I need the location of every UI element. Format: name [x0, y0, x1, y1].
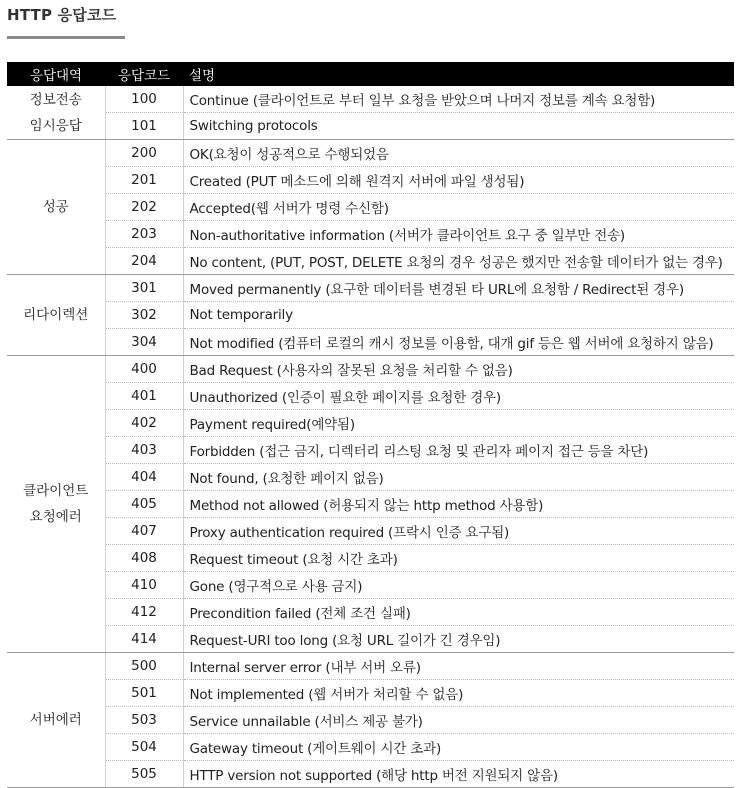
table-row	[7, 167, 734, 194]
status-code-cell: 410	[105, 572, 183, 599]
description-cell: Created (PUT 메소드에 의해 원격지 서버에 파일 생성됨)	[183, 167, 734, 194]
table-row	[7, 707, 734, 734]
table-row	[7, 761, 734, 788]
table-row	[7, 653, 734, 680]
http-status-table	[7, 62, 734, 788]
table-row	[7, 491, 734, 518]
status-code-cell: 400	[105, 356, 183, 383]
status-code-cell: 100	[105, 86, 183, 113]
description-cell: Moved permanently (요구한 데이터를 변경된 타 URL에 요청함 / Redirect된 경우)	[183, 275, 734, 302]
status-code-cell: 412	[105, 599, 183, 626]
table-row	[7, 329, 734, 356]
table-row	[7, 194, 734, 221]
description-cell: Request timeout (요청 시간 초과)	[183, 545, 734, 572]
status-code-cell: 407	[105, 518, 183, 545]
range-label: 정보전송	[29, 91, 82, 108]
description-cell: Request-URI too long (요청 URL 길이가 긴 경우임)	[183, 626, 734, 653]
status-code-cell: 302	[105, 302, 183, 329]
description-cell: Precondition failed (전체 조건 실패)	[183, 599, 734, 626]
table-row	[7, 545, 734, 572]
description-cell: Forbidden (접근 금지, 디렉터리 리스팅 요청 및 관리자 페이지 접근 등을 차단)	[183, 437, 734, 464]
status-code-cell: 403	[105, 437, 183, 464]
status-code-cell: 408	[105, 545, 183, 572]
status-code-cell: 401	[105, 383, 183, 410]
table-body	[7, 86, 734, 788]
status-code-cell: 505	[105, 761, 183, 788]
table-row	[7, 248, 734, 275]
status-code-cell: 301	[105, 275, 183, 302]
description-cell: Internal server error (내부 서버 오류)	[183, 653, 734, 680]
status-code-cell: 200	[105, 140, 183, 167]
table-row	[7, 626, 734, 653]
description-cell: Continue (클라이언트로 부터 일부 요청을 받았으며 나머지 정보를 계속 요청함)	[183, 86, 734, 113]
range-label: 요청에러	[29, 509, 82, 525]
description-cell: Switching protocols	[183, 113, 734, 140]
description-cell: HTTP version not supported (해당 http 버전 지원되지 않음)	[183, 761, 734, 788]
description-cell: Payment required(예약됨)	[183, 410, 734, 437]
table-row	[7, 572, 734, 599]
table-row	[7, 113, 734, 140]
description-cell: Service unnailable (서비스 제공 불가)	[183, 707, 734, 734]
description-cell: Accepted(웹 서버가 명령 수신함)	[183, 194, 734, 221]
table-row	[7, 599, 734, 626]
table-row	[7, 464, 734, 491]
header-range: 응답대역	[7, 62, 105, 86]
description-cell: Non-authoritative information (서버가 클라이언트 요구 중 일부만 전송)	[183, 221, 734, 248]
description-cell: Not modified (컴퓨터 로컬의 캐시 정보를 이용함, 대개 gif 등은 웹 서버에 요청하지 않음)	[183, 329, 734, 356]
table-row	[7, 410, 734, 437]
range-label: 서버에러	[29, 712, 82, 728]
header-description: 설명	[183, 62, 734, 86]
range-label: 리다이렉션	[23, 307, 89, 323]
status-code-cell: 404	[105, 464, 183, 491]
table-row	[7, 518, 734, 545]
description-cell: Not temporarily	[183, 302, 734, 329]
description-cell: Gateway timeout (게이트웨이 시간 초과)	[183, 734, 734, 761]
table-row	[7, 383, 734, 410]
status-code-cell: 414	[105, 626, 183, 653]
table-row	[7, 140, 734, 167]
table-row	[7, 275, 734, 302]
table-row	[7, 221, 734, 248]
table-header-row	[7, 62, 734, 86]
status-code-cell: 203	[105, 221, 183, 248]
range-label: 임시응답	[29, 117, 82, 134]
header-code: 응답코드	[105, 62, 183, 86]
table-row	[7, 680, 734, 707]
status-code-cell: 204	[105, 248, 183, 275]
description-cell: Unauthorized (인증이 필요한 페이지를 요청한 경우)	[183, 383, 734, 410]
table-row	[7, 86, 734, 113]
table-row	[7, 437, 734, 464]
table-row	[7, 356, 734, 383]
description-cell: Proxy authentication required (프락시 인증 요구됨)	[183, 518, 734, 545]
range-label: 클라이언트	[23, 483, 89, 499]
page-title: HTTP 응답코드	[7, 6, 117, 24]
range-cell	[7, 86, 105, 140]
description-cell: Bad Request (사용자의 잘못된 요청을 처리할 수 없음)	[183, 356, 734, 383]
description-cell: No content, (PUT, POST, DELETE 요청의 경우 성공은 했지만 전송할 데이터가 없는 경우)	[183, 248, 734, 275]
range-label: 성공	[42, 199, 69, 215]
status-code-cell: 402	[105, 410, 183, 437]
description-cell: Not implemented (웹 서버가 처리할 수 없음)	[183, 680, 734, 707]
status-code-cell: 405	[105, 491, 183, 518]
status-code-cell: 501	[105, 680, 183, 707]
status-code-cell: 201	[105, 167, 183, 194]
table-row	[7, 734, 734, 761]
title-underline	[7, 36, 125, 39]
range-cell	[7, 140, 105, 275]
description-cell: Method not allowed (허용되지 않는 http method 사용함)	[183, 491, 734, 518]
status-code-cell: 101	[105, 113, 183, 140]
range-cell	[7, 653, 105, 788]
status-code-cell: 504	[105, 734, 183, 761]
table-row	[7, 302, 734, 329]
status-code-cell: 304	[105, 329, 183, 356]
description-cell: Gone (영구적으로 사용 금지)	[183, 572, 734, 599]
status-code-cell: 503	[105, 707, 183, 734]
description-cell: Not found, (요청한 페이지 없음)	[183, 464, 734, 491]
range-cell	[7, 356, 105, 653]
range-cell	[7, 275, 105, 356]
status-code-cell: 202	[105, 194, 183, 221]
description-cell: OK(요청이 성공적으로 수행되었음	[183, 140, 734, 167]
status-code-cell: 500	[105, 653, 183, 680]
